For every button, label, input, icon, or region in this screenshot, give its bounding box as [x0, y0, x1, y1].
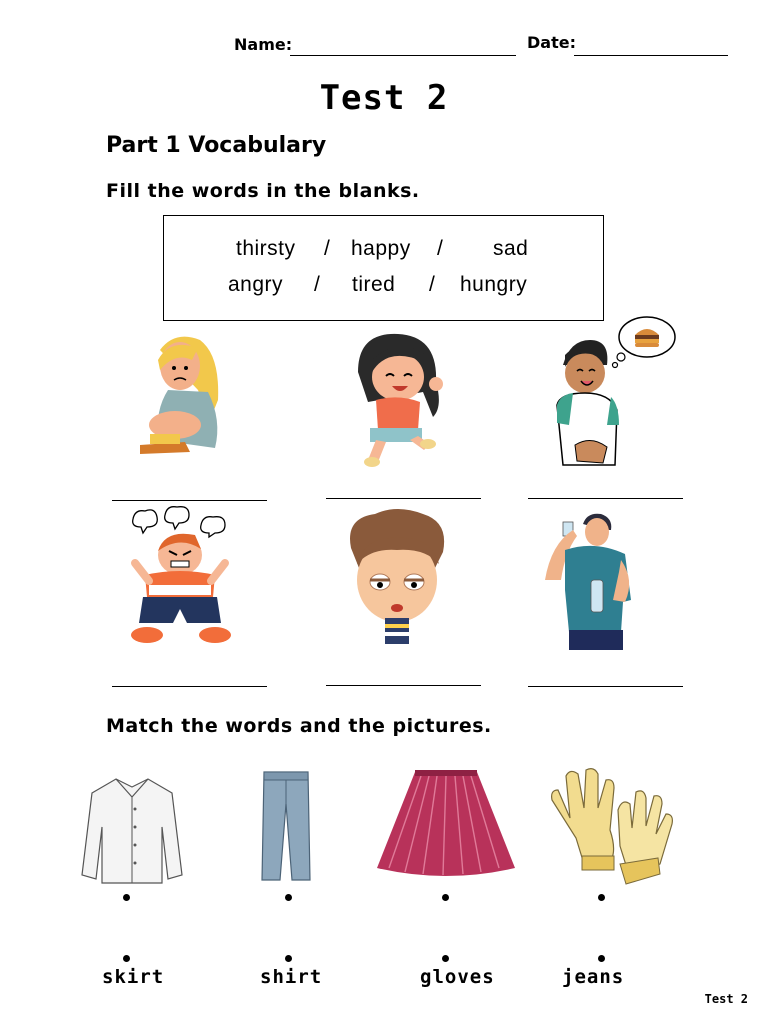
part1-heading: Part 1 Vocabulary — [106, 133, 327, 158]
date-label: Date: — [527, 33, 576, 52]
answer-blank-5[interactable] — [326, 685, 481, 686]
angry-boy-icon — [125, 505, 235, 650]
word-thirsty: thirsty — [236, 237, 296, 260]
match-dot-word-4[interactable] — [598, 955, 605, 962]
gloves-icon — [548, 768, 683, 888]
part1-instruction: Fill the words in the blanks. — [106, 180, 420, 202]
answer-blank-2[interactable] — [326, 498, 481, 499]
tired-boy-icon — [345, 508, 450, 648]
word-happy: happy — [351, 237, 411, 260]
word-separator: / — [314, 273, 321, 296]
match-word-gloves: gloves — [420, 966, 495, 988]
jeans-icon — [258, 770, 314, 885]
word-hungry: hungry — [460, 273, 528, 296]
word-angry: angry — [228, 273, 284, 296]
shirt-icon — [80, 775, 184, 885]
match-dot-picture-3[interactable] — [442, 894, 449, 901]
word-separator: / — [429, 273, 436, 296]
match-dot-word-1[interactable] — [123, 955, 130, 962]
hungry-boy-thinking-burger-icon — [555, 315, 680, 470]
answer-blank-3[interactable] — [528, 498, 683, 499]
match-word-jeans: jeans — [562, 966, 625, 988]
page-footer: Test 2 — [704, 992, 748, 1006]
word-separator: / — [437, 237, 444, 260]
date-field[interactable] — [574, 55, 728, 56]
sad-girl-hugging-knees-icon — [130, 330, 230, 458]
word-bank — [163, 215, 604, 321]
match-dot-picture-2[interactable] — [285, 894, 292, 901]
answer-blank-1[interactable] — [112, 500, 267, 501]
thirsty-man-drinking-icon — [535, 510, 640, 652]
match-dot-word-3[interactable] — [442, 955, 449, 962]
match-dot-word-2[interactable] — [285, 955, 292, 962]
match-word-skirt: skirt — [102, 966, 165, 988]
answer-blank-4[interactable] — [112, 686, 267, 687]
skirt-icon — [375, 768, 517, 880]
word-sad: sad — [493, 237, 529, 260]
name-field[interactable] — [290, 55, 516, 56]
match-dot-picture-1[interactable] — [123, 894, 130, 901]
match-word-shirt: shirt — [260, 966, 323, 988]
word-tired: tired — [352, 273, 396, 296]
name-label: Name: — [234, 35, 293, 54]
answer-blank-6[interactable] — [528, 686, 683, 687]
part2-instruction: Match the words and the pictures. — [106, 715, 492, 737]
match-dot-picture-4[interactable] — [598, 894, 605, 901]
page-title: Test 2 — [319, 78, 449, 118]
laughing-girl-icon — [348, 332, 448, 468]
word-separator: / — [324, 237, 331, 260]
